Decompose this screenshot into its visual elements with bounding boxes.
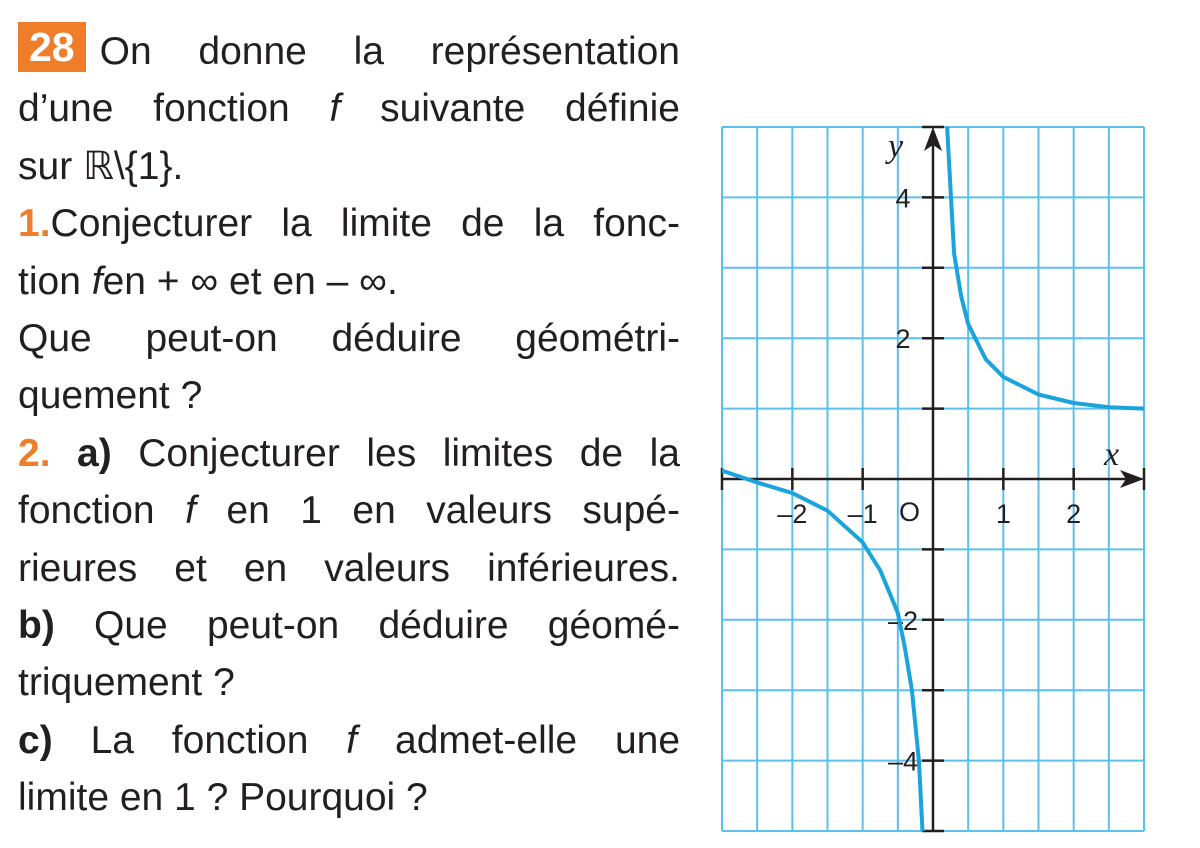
- y-axis-label: y: [888, 128, 904, 165]
- question-1-text-1: Conjecturer la limite de la fonc-: [50, 202, 680, 246]
- x-axis-label: x: [1104, 436, 1120, 473]
- question-1-text-2a: tion: [18, 259, 81, 303]
- y-tick-label: –4: [887, 746, 919, 777]
- question-2c-text-2: limite en 1 ? Pourquoi ?: [18, 776, 428, 820]
- intro-text-3: sur ℝ\{1}.: [18, 144, 184, 188]
- question-1-text-2b: en + ∞ et en – ∞.: [102, 259, 398, 303]
- axes: [722, 127, 1144, 831]
- question-2c-text-1b: admet-elle une: [395, 718, 681, 762]
- question-2b-text-2: triquement ?: [18, 661, 235, 705]
- question-2a-text-3: rieures et en valeurs inférieures.: [18, 546, 680, 590]
- question-1-number: 1.: [18, 202, 51, 246]
- origin-label: O: [899, 497, 921, 527]
- intro-text-2a: d’une fonction: [18, 87, 290, 131]
- function-symbol: f: [185, 489, 196, 533]
- question-2a-label: a): [77, 431, 112, 475]
- function-symbol: f: [91, 259, 103, 303]
- question-2c-label: c): [18, 718, 53, 762]
- y-tick-label: 4: [895, 183, 911, 214]
- x-tick-label: 2: [1066, 499, 1082, 529]
- exercise-number-badge: 28: [18, 22, 86, 72]
- question-2b-label: b): [18, 604, 55, 648]
- question-2-number: 2.: [18, 431, 51, 475]
- x-tick-label: 1: [995, 499, 1011, 529]
- intro-text-1: On donne la représentation: [99, 30, 680, 73]
- y-tick-label: –2: [887, 605, 919, 636]
- question-2c-text-1a: La fonction: [90, 718, 309, 762]
- function-symbol: f: [329, 87, 341, 131]
- question-1-text-3: Que peut-on déduire géométri-: [18, 317, 680, 361]
- question-2a-text-1: Conjecturer les limites de la: [138, 431, 680, 475]
- question-2a-text-2b: en 1 en valeurs supé-: [226, 489, 680, 533]
- y-tick-label: 2: [895, 324, 911, 355]
- question-2b-text-1: Que peut-on déduire géomé-: [94, 604, 680, 648]
- question-2a-text-2a: fonction: [18, 489, 155, 533]
- x-tick-label: –1: [847, 499, 878, 529]
- curve-branch-1: [722, 471, 923, 831]
- x-tick-label: –2: [777, 499, 808, 529]
- function-symbol: f: [346, 718, 358, 762]
- intro-text-2b: suivante définie: [380, 87, 680, 131]
- question-1-text-4: quement ?: [18, 374, 203, 418]
